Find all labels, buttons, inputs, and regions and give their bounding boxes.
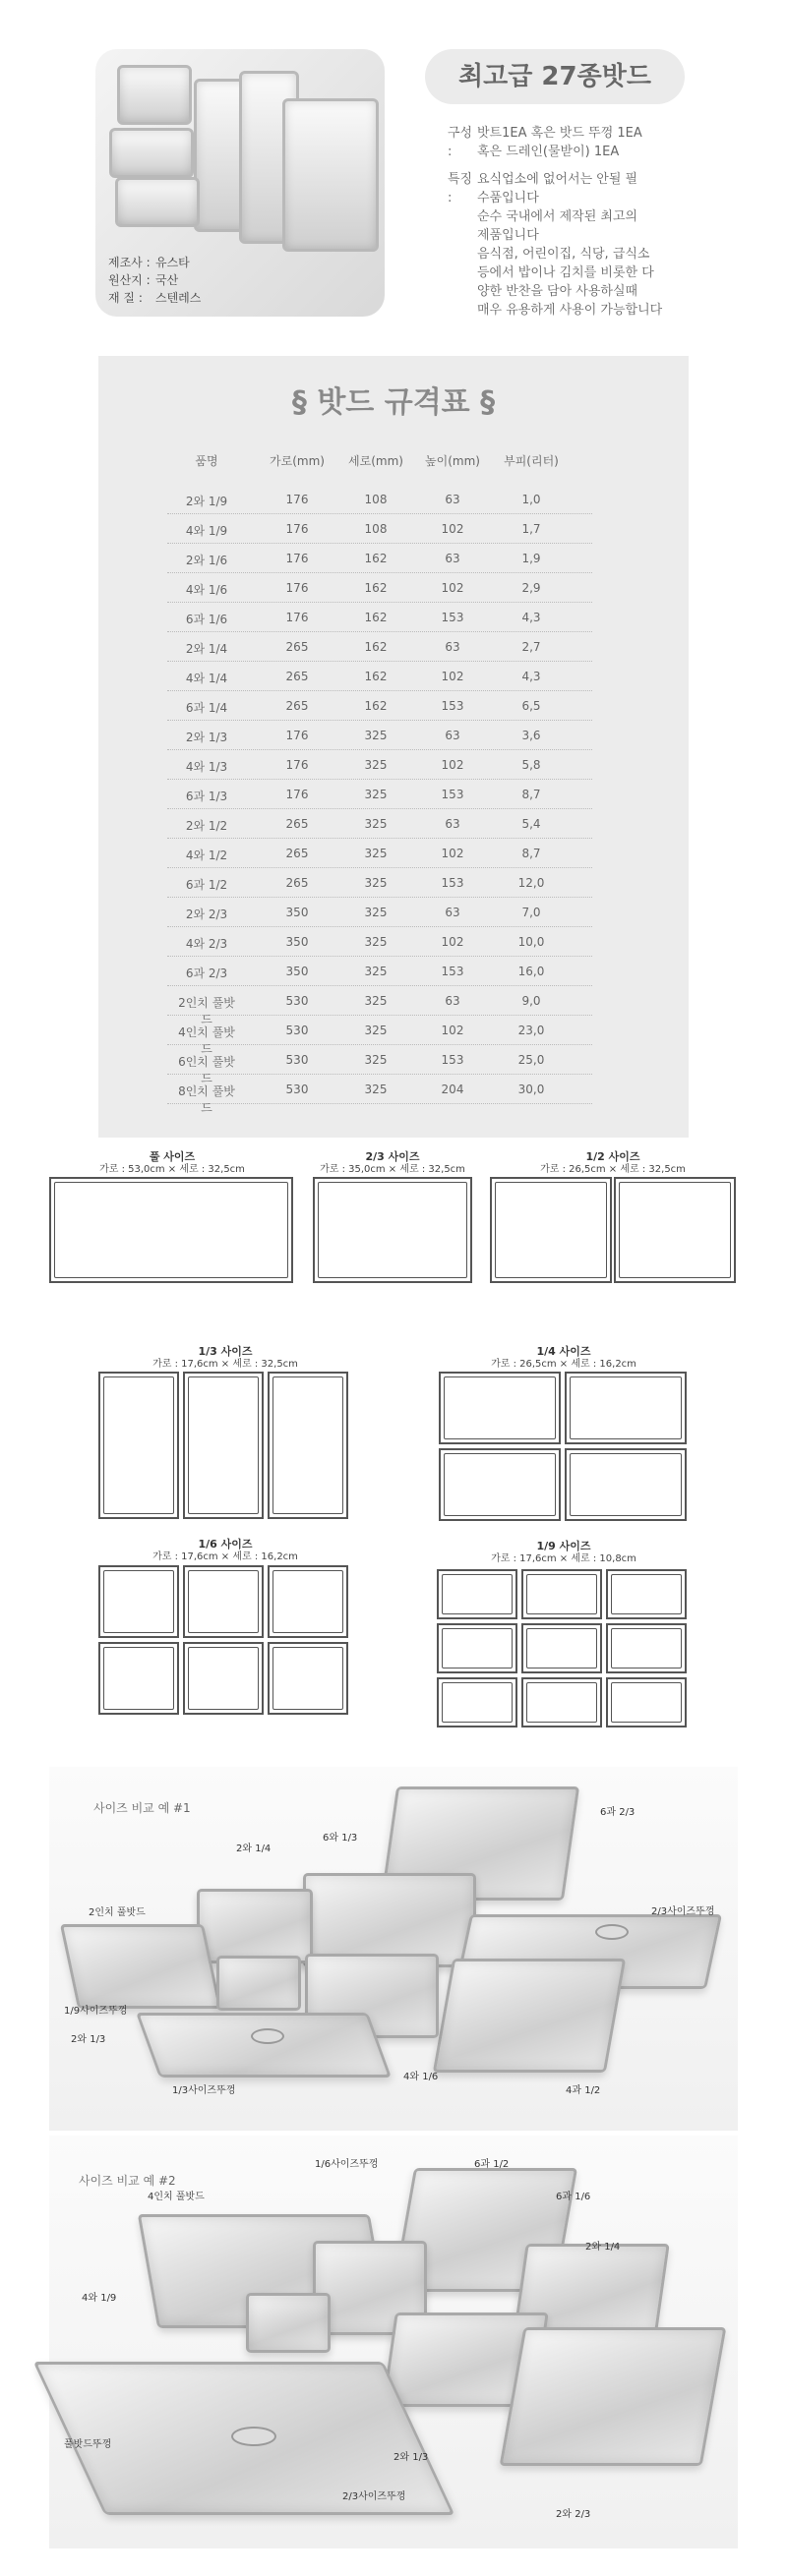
row-volume: 1,0 <box>521 493 541 506</box>
pan-image <box>500 2327 727 2466</box>
row-depth: 108 <box>364 493 388 506</box>
row-name: 6과 1/6 <box>185 613 228 626</box>
sixth-size-title: 1/6 사이즈 <box>198 1538 253 1551</box>
row-depth: 108 <box>364 522 388 536</box>
table-row <box>167 1015 592 1056</box>
row-volume: 5,8 <box>521 758 541 772</box>
half-size-dims: 가로 : 26,5cm × 세로 : 32,5cm <box>540 1164 686 1175</box>
feature-line: 수품입니다 <box>477 191 539 205</box>
row-volume: 6,5 <box>521 699 541 713</box>
pan-image <box>115 177 200 227</box>
product-description <box>448 124 694 320</box>
lid-handle-image <box>595 1924 629 1940</box>
row-height: 153 <box>441 611 464 624</box>
row-width: 530 <box>285 1053 309 1067</box>
row-volume: 5,4 <box>521 817 541 831</box>
table-row <box>167 543 592 573</box>
ninth-size-title: 1/9 사이즈 <box>536 1540 591 1552</box>
row-width: 265 <box>285 640 309 654</box>
row-name: 6과 1/4 <box>185 701 228 715</box>
pan-label: 2/3사이즈뚜껑 <box>651 1906 715 1917</box>
size-box <box>606 1677 687 1727</box>
ninth-size-dims: 가로 : 17,6cm × 세로 : 10,8cm <box>491 1553 636 1564</box>
pan-image <box>60 1924 221 2009</box>
table-row <box>167 867 592 898</box>
size-box <box>183 1565 264 1638</box>
row-volume: 4,3 <box>521 670 541 683</box>
row-height: 63 <box>445 640 460 654</box>
row-volume: 25,0 <box>517 1053 545 1067</box>
size-box <box>490 1177 612 1283</box>
row-width: 265 <box>285 876 309 890</box>
row-width: 350 <box>285 965 309 978</box>
full-size-title: 풀 사이즈 <box>149 1150 196 1163</box>
comparison-2-title: 사이즈 비교 예 #2 <box>79 2174 176 2188</box>
pan-label: 4과 1/2 <box>566 2085 601 2096</box>
header-height: 높이(mm) <box>425 454 480 468</box>
row-volume: 2,7 <box>521 640 541 654</box>
table-row <box>167 838 592 868</box>
pan-image <box>136 2013 392 2078</box>
pan-image <box>197 1889 313 1963</box>
pan-label: 1/3사이즈뚜껑 <box>172 2085 236 2096</box>
row-name: 4와 1/2 <box>185 849 228 862</box>
table-row <box>167 1044 592 1085</box>
third-size-title: 1/3 사이즈 <box>198 1345 253 1358</box>
row-volume: 1,7 <box>521 522 541 536</box>
row-height: 102 <box>441 670 464 683</box>
row-depth: 325 <box>364 1024 388 1037</box>
size-box <box>606 1623 687 1673</box>
size-box <box>437 1569 517 1619</box>
row-depth: 162 <box>364 640 388 654</box>
row-name: 2와 1/6 <box>185 554 228 567</box>
size-box <box>437 1623 517 1673</box>
row-name: 2와 1/9 <box>185 495 228 508</box>
row-volume: 1,9 <box>521 552 541 565</box>
row-height: 153 <box>441 788 464 801</box>
row-height: 102 <box>441 758 464 772</box>
row-depth: 162 <box>364 670 388 683</box>
row-width: 530 <box>285 994 309 1008</box>
pan-image <box>216 1956 301 2011</box>
row-name: 4와 1/9 <box>185 524 228 538</box>
row-name: 2와 1/3 <box>185 731 228 744</box>
table-row <box>167 926 592 957</box>
pan-label: 4와 1/6 <box>403 2072 439 2082</box>
row-name: 6과 2/3 <box>185 966 228 980</box>
table-row <box>167 513 592 544</box>
row-height: 153 <box>441 1053 464 1067</box>
quarter-size-title: 1/4 사이즈 <box>536 1345 591 1358</box>
product-info <box>108 254 201 307</box>
table-row <box>167 808 592 839</box>
pan-label: 6과 2/3 <box>600 1807 636 1818</box>
composition-label: 구성 : <box>448 126 473 159</box>
row-volume: 16,0 <box>517 965 545 978</box>
table-row <box>167 572 592 603</box>
table-row <box>167 897 592 927</box>
row-height: 63 <box>445 729 460 742</box>
row-height: 102 <box>441 935 464 949</box>
size-box <box>268 1565 348 1638</box>
quarter-size-dims: 가로 : 26,5cm × 세로 : 16,2cm <box>491 1359 636 1370</box>
size-box <box>313 1177 472 1283</box>
row-volume: 2,9 <box>521 581 541 595</box>
size-comparison-photo-2 <box>49 2136 738 2548</box>
lid-handle-image <box>231 2427 276 2446</box>
size-box <box>606 1569 687 1619</box>
row-name: 2와 1/4 <box>185 642 228 656</box>
spec-table <box>98 356 689 1138</box>
two-thirds-size-dims: 가로 : 35,0cm × 세로 : 32,5cm <box>320 1164 465 1175</box>
feature-text <box>477 170 694 320</box>
row-width: 176 <box>285 581 309 595</box>
row-volume: 30,0 <box>517 1083 545 1096</box>
row-name: 2와 1/2 <box>185 819 228 833</box>
table-row <box>167 1074 592 1115</box>
pan-label: 2/3사이즈뚜껑 <box>342 2491 406 2502</box>
table-row <box>167 631 592 662</box>
row-height: 63 <box>445 493 460 506</box>
size-box <box>98 1642 179 1715</box>
row-depth: 325 <box>364 1053 388 1067</box>
row-width: 176 <box>285 493 309 506</box>
row-height: 63 <box>445 994 460 1008</box>
row-depth: 325 <box>364 729 388 742</box>
row-depth: 325 <box>364 935 388 949</box>
size-box <box>614 1177 736 1283</box>
size-comparison-photo-1 <box>49 1767 738 2131</box>
size-box <box>98 1372 179 1519</box>
pan-label: 4인치 풀밧드 <box>148 2192 205 2202</box>
row-height: 153 <box>441 699 464 713</box>
size-box <box>268 1642 348 1715</box>
row-volume: 4,3 <box>521 611 541 624</box>
row-name: 2와 2/3 <box>185 907 228 921</box>
size-box <box>521 1569 602 1619</box>
row-name: 4와 1/4 <box>185 672 228 685</box>
pan-label: 1/6사이즈뚜껑 <box>315 2159 379 2170</box>
pan-image <box>246 2293 331 2353</box>
row-name: 6인치 풀밧드 <box>178 1055 235 1085</box>
table-row <box>167 720 592 750</box>
row-width: 265 <box>285 817 309 831</box>
size-box <box>268 1372 348 1519</box>
row-depth: 325 <box>364 965 388 978</box>
pan-image <box>109 128 194 178</box>
spec-table-title: § 밧드 규격표 § <box>291 385 496 420</box>
size-box <box>49 1177 293 1283</box>
row-depth: 325 <box>364 788 388 801</box>
size-box <box>437 1677 517 1727</box>
table-row <box>167 484 592 514</box>
row-name: 4와 1/6 <box>185 583 228 597</box>
row-depth: 162 <box>364 699 388 713</box>
row-depth: 162 <box>364 611 388 624</box>
feature-line: 순수 국내에서 제작된 최고의 <box>477 209 638 224</box>
feature-label: 특징 : <box>448 172 473 205</box>
row-width: 530 <box>285 1024 309 1037</box>
pan-label: 2와 1/4 <box>236 1844 272 1854</box>
pan-image <box>282 98 379 252</box>
row-volume: 8,7 <box>521 847 541 860</box>
row-name: 4와 1/3 <box>185 760 228 774</box>
origin-label: 원산지 : <box>108 273 151 287</box>
row-width: 176 <box>285 611 309 624</box>
size-box <box>521 1677 602 1727</box>
table-row <box>167 779 592 809</box>
row-height: 63 <box>445 552 460 565</box>
size-box <box>98 1565 179 1638</box>
row-width: 530 <box>285 1083 309 1096</box>
size-box <box>439 1448 561 1521</box>
pan-label: 2와 1/3 <box>71 2034 106 2045</box>
row-volume: 10,0 <box>517 935 545 949</box>
table-row <box>167 749 592 780</box>
row-depth: 325 <box>364 906 388 919</box>
row-name: 4와 2/3 <box>185 937 228 951</box>
product-title: 최고급 27종밧드 <box>425 49 685 104</box>
row-height: 63 <box>445 906 460 919</box>
material-value: 스텐레스 <box>155 291 202 305</box>
feature-line: 매우 유용하게 사용이 가능합니다 <box>477 303 663 318</box>
row-volume: 3,6 <box>521 729 541 742</box>
row-depth: 325 <box>364 876 388 890</box>
table-row <box>167 956 592 986</box>
pan-label: 풀밧드뚜껑 <box>64 2439 112 2450</box>
row-name: 2인치 풀밧드 <box>178 996 235 1026</box>
row-width: 176 <box>285 729 309 742</box>
half-size-title: 1/2 사이즈 <box>585 1150 640 1163</box>
row-depth: 325 <box>364 817 388 831</box>
pan-label: 1/9사이즈뚜껑 <box>64 2006 128 2017</box>
size-box <box>439 1372 561 1444</box>
row-width: 350 <box>285 935 309 949</box>
row-width: 176 <box>285 522 309 536</box>
pan-label: 2인치 풀밧드 <box>89 1907 146 1918</box>
pan-label: 6과 1/2 <box>474 2159 510 2170</box>
comparison-1-title: 사이즈 비교 예 #1 <box>93 1801 191 1815</box>
row-width: 176 <box>285 552 309 565</box>
size-box <box>565 1372 687 1444</box>
table-row <box>167 602 592 632</box>
row-name: 6과 1/2 <box>185 878 228 892</box>
row-width: 176 <box>285 788 309 801</box>
row-name: 8인치 풀밧드 <box>178 1084 235 1115</box>
table-row <box>167 690 592 721</box>
row-name: 6과 1/3 <box>185 790 228 803</box>
row-depth: 325 <box>364 1083 388 1096</box>
row-height: 102 <box>441 581 464 595</box>
row-height: 102 <box>441 1024 464 1037</box>
two-thirds-size-title: 2/3 사이즈 <box>365 1150 420 1163</box>
header-depth: 세로(mm) <box>348 454 403 468</box>
row-depth: 162 <box>364 581 388 595</box>
sixth-size-dims: 가로 : 17,6cm × 세로 : 16,2cm <box>152 1551 298 1562</box>
full-size-dims: 가로 : 53,0cm × 세로 : 32,5cm <box>99 1164 245 1175</box>
table-row <box>167 985 592 1026</box>
row-height: 63 <box>445 817 460 831</box>
third-size-dims: 가로 : 17,6cm × 세로 : 32,5cm <box>152 1359 298 1370</box>
pan-label: 4와 1/9 <box>82 2293 117 2304</box>
row-volume: 12,0 <box>517 876 545 890</box>
origin-value: 국산 <box>155 273 179 287</box>
composition-line: 밧트1EA 혹은 밧드 뚜껑 1EA <box>477 126 642 141</box>
row-volume: 7,0 <box>521 906 541 919</box>
size-box <box>183 1642 264 1715</box>
feature-line: 음식점, 어린이집, 식당, 급식소 <box>477 247 650 262</box>
row-volume: 8,7 <box>521 788 541 801</box>
row-name: 4인치 풀밧드 <box>178 1025 235 1056</box>
composition-text <box>477 124 694 161</box>
feature-line: 등에서 밥이나 김치를 비롯한 다 <box>477 265 654 280</box>
row-depth: 162 <box>364 552 388 565</box>
header-width: 가로(mm) <box>270 454 325 468</box>
header-volume: 부피(리터) <box>504 454 559 468</box>
row-width: 176 <box>285 758 309 772</box>
row-height: 204 <box>441 1083 464 1096</box>
row-height: 153 <box>441 965 464 978</box>
row-volume: 23,0 <box>517 1024 545 1037</box>
composition-line: 혹은 드레인(물받이) 1EA <box>477 145 620 159</box>
maker-label: 제조사 : <box>108 256 151 269</box>
feature-line: 제품입니다 <box>477 228 539 243</box>
row-height: 102 <box>441 847 464 860</box>
row-depth: 325 <box>364 758 388 772</box>
feature-line: 양한 반찬을 담아 사용하실때 <box>477 284 638 299</box>
size-box <box>565 1448 687 1521</box>
pan-image <box>117 65 192 125</box>
size-box <box>183 1372 264 1519</box>
row-height: 153 <box>441 876 464 890</box>
row-depth: 325 <box>364 994 388 1008</box>
row-width: 265 <box>285 847 309 860</box>
pan-label: 2와 1/4 <box>585 2242 621 2253</box>
maker-value: 유스타 <box>155 256 190 269</box>
row-width: 265 <box>285 670 309 683</box>
feature-line: 요식업소에 없어서는 안될 필 <box>477 172 638 187</box>
pan-label: 2와 1/3 <box>394 2452 429 2463</box>
row-height: 102 <box>441 522 464 536</box>
pan-label: 2와 2/3 <box>556 2509 591 2520</box>
size-box <box>521 1623 602 1673</box>
row-width: 350 <box>285 906 309 919</box>
header-name: 품명 <box>195 454 218 468</box>
table-row <box>167 661 592 691</box>
pan-image <box>433 1959 626 2073</box>
lid-handle-image <box>251 2028 284 2044</box>
row-width: 265 <box>285 699 309 713</box>
pan-label: 6과 1/6 <box>556 2192 591 2202</box>
material-label: 재 질 : <box>108 291 143 305</box>
row-depth: 325 <box>364 847 388 860</box>
row-volume: 9,0 <box>521 994 541 1008</box>
pan-label: 6와 1/3 <box>323 1833 358 1844</box>
